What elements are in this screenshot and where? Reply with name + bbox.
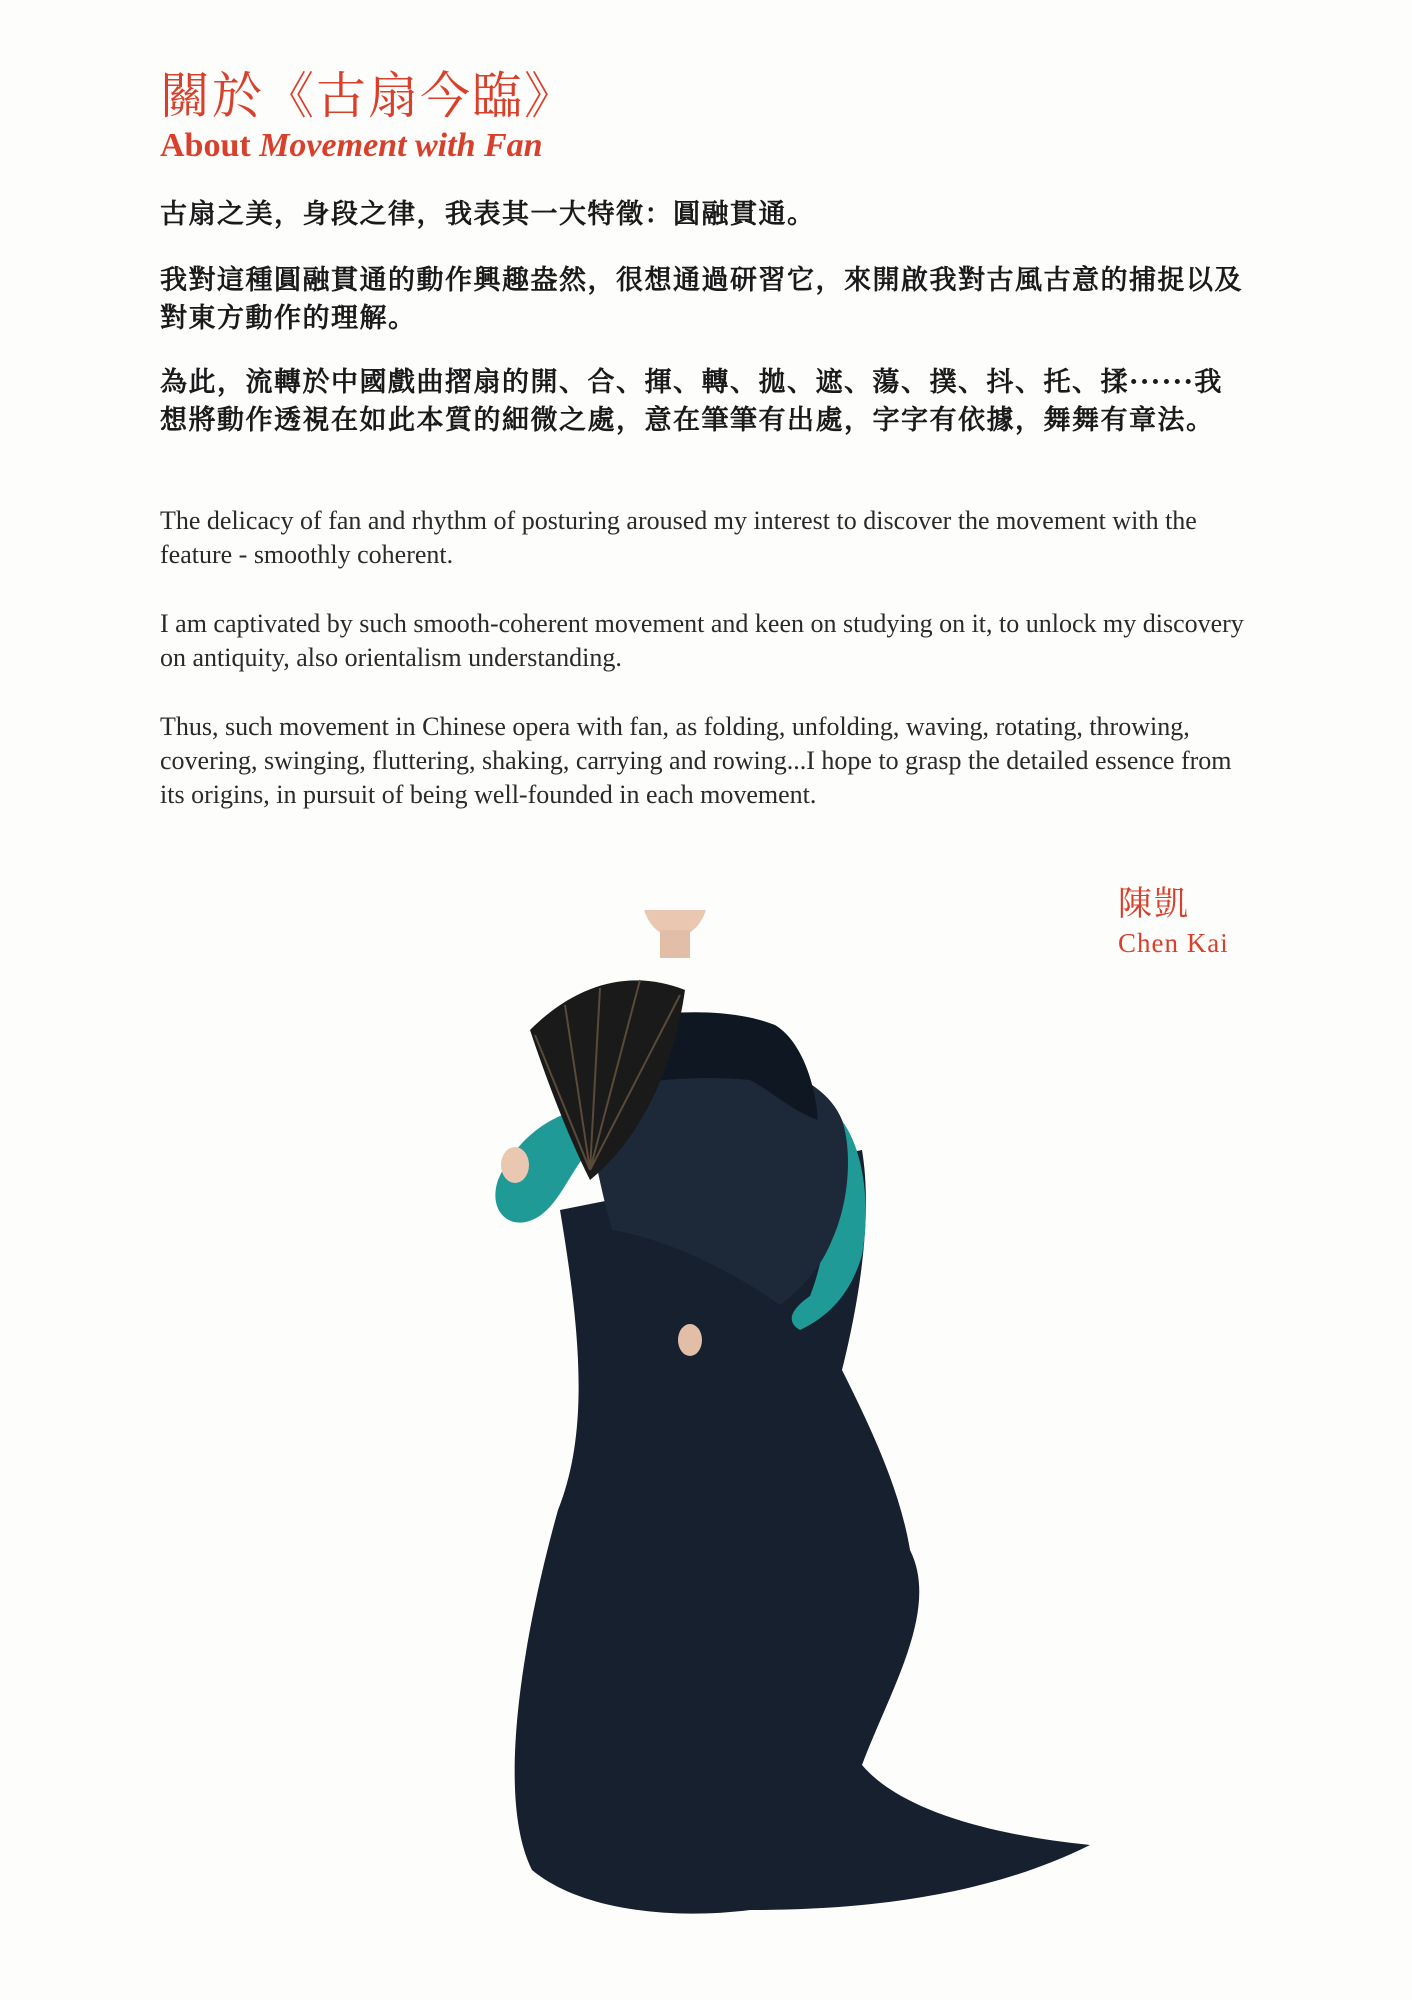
neck (660, 930, 690, 958)
signature-zh: 陳凱 (1118, 884, 1190, 924)
title-en-prefix: About (160, 127, 260, 164)
title-en-italic: Movement with Fan (259, 127, 543, 164)
en-paragraph-1: The delicacy of fan and rhythm of posturing aroused my interest to discover the movement with the feature - smoothly coherent. (160, 506, 1197, 569)
zh-paragraph-2: 我對這種圓融貫通的動作興趣盎然，很想通過研習它，來開啟我對古風古意的捕捉以及對東方動作的理解。 (160, 265, 1243, 334)
en-paragraph-2: I am captivated by such smooth-coherent movement and keen on studying on it, to unlock my discovery on antiquity, also orientalism understanding. (160, 609, 1244, 672)
page-title-zh: 關於《古扇今臨》 (160, 67, 576, 125)
left-hand (501, 1147, 529, 1183)
signature-en: Chen Kai (1118, 928, 1229, 958)
right-hand (678, 1324, 702, 1356)
zh-paragraph-1: 古扇之美，身段之律，我表其一大特徵：圓融貫通。 (160, 199, 816, 230)
page-title-en (160, 124, 543, 168)
en-paragraph-3: Thus, such movement in Chinese opera with fan, as folding, unfolding, waving, rotating, throwing, covering, swinging, fluttering, shaking, carrying and rowing...I hope to grasp the detailed essence from its origins, in pursuit of being well-founded in each movement. (160, 712, 1232, 809)
zh-paragraph-3: 為此，流轉於中國戲曲摺扇的開、合、揮、轉、拋、遮、蕩、撲、抖、托、揉······我想將動作透視在如此本質的細微之處，意在筆筆有出處，字字有依據，舞舞有章法。 (160, 367, 1223, 436)
dancer-photo (470, 910, 1130, 1920)
